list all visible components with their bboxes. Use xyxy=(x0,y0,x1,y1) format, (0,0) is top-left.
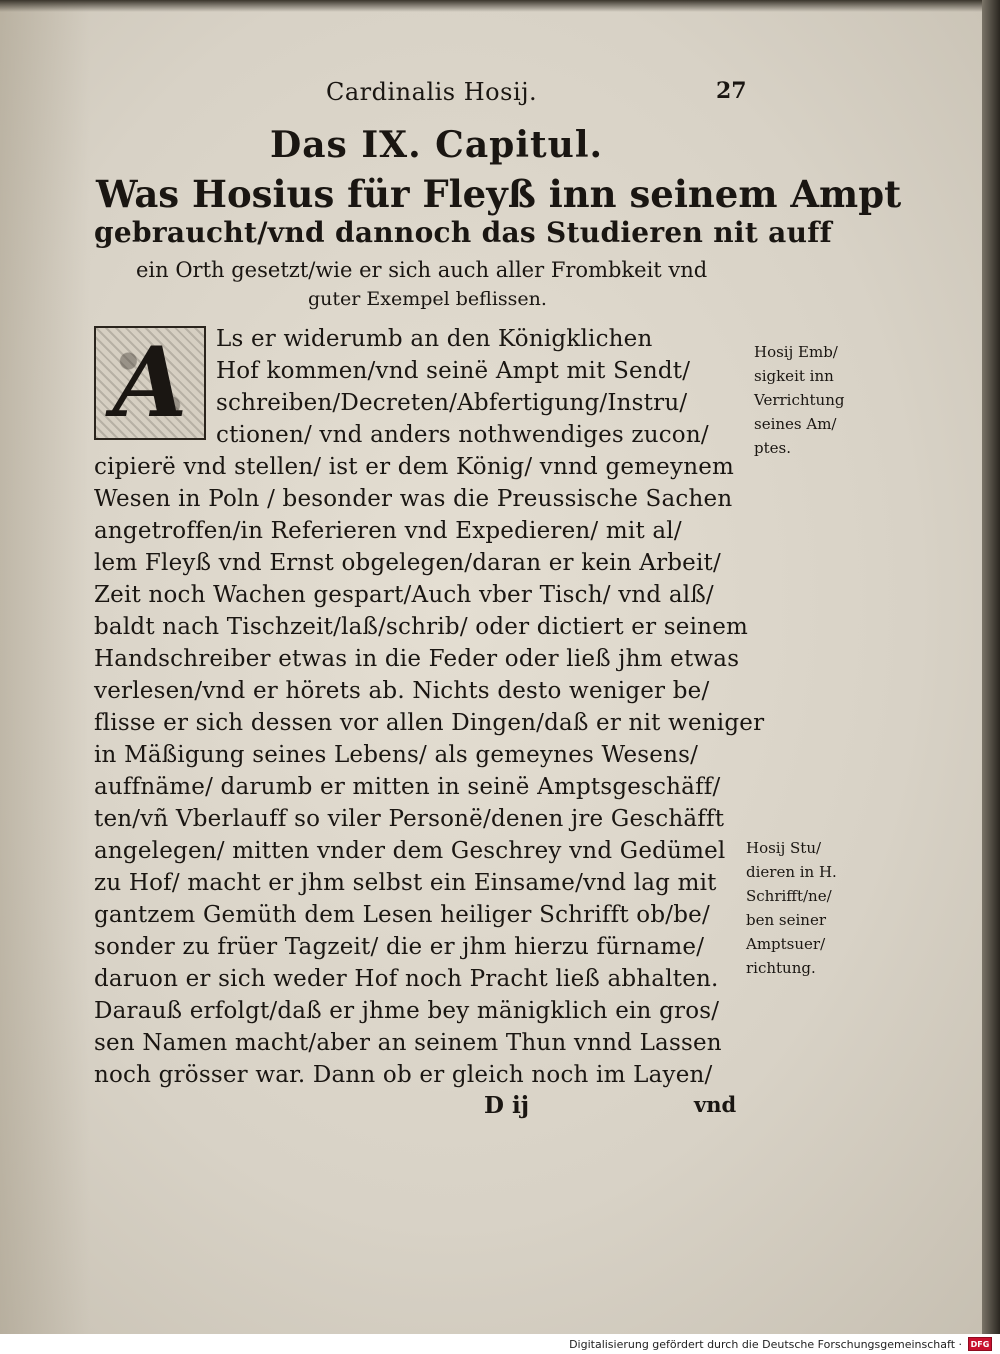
dfg-logo-icon: DFG xyxy=(968,1337,992,1351)
marginal-note-line: Hosij Stu/ xyxy=(746,839,822,857)
body-text-line: zu Hof/ macht er jhm selbst ein Einsame/vnd lag mit xyxy=(94,870,717,896)
scan-top-edge xyxy=(0,0,1000,12)
running-head: Cardinalis Hosij. xyxy=(326,78,538,106)
marginal-note xyxy=(754,340,844,460)
decorated-initial xyxy=(94,326,206,440)
body-text-line: verlesen/vnd er hörets ab. Nichts desto weniger be/ xyxy=(94,678,710,704)
body-text-line: lem Fleyß vnd Ernst obgelegen/daran er kein Arbeit/ xyxy=(94,550,721,576)
body-text-line: Wesen in Poln / besonder was die Preussische Sachen xyxy=(94,486,733,512)
signature-mark: D ij xyxy=(484,1092,530,1119)
body-text-line: sen Namen macht/aber an seinem Thun vnnd Lassen xyxy=(94,1030,722,1056)
chapter-title-line: Was Hosius für Fleyß inn seinem Ampt xyxy=(96,172,902,216)
chapter-title-line: guter Exempel beflissen. xyxy=(308,288,547,310)
body-text-line: cipierë vnd stellen/ ist er dem König/ vnnd gemeynem xyxy=(94,454,735,480)
body-text-line: Zeit noch Wachen gespart/Auch vber Tisch/ vnd alß/ xyxy=(94,582,714,608)
body-text-line: gantzem Gemüth dem Lesen heiliger Schrifft ob/be/ xyxy=(94,902,710,928)
body-text-line: daruon er sich weder Hof noch Pracht ließ abhalten. xyxy=(94,966,719,992)
marginal-note-line: Schrifft/ne/ xyxy=(746,887,832,905)
body-text-line: flisse er sich dessen vor allen Dingen/daß er nit weniger xyxy=(94,710,765,736)
scan-right-edge xyxy=(982,0,1000,1334)
body-text-line: Hof kommen/vnd seinë Ampt mit Sendt/ xyxy=(216,358,691,384)
initial-letter: A xyxy=(112,326,188,439)
body-text-line: Darauß erfolgt/daß er jhme bey mänigklich ein gros/ xyxy=(94,998,720,1024)
attribution-text: Digitalisierung gefördert durch die Deutsche Forschungsgemeinschaft · xyxy=(569,1337,962,1351)
chapter-title-line: ein Orth gesetzt/wie er sich auch aller Frombkeit vnd xyxy=(136,258,708,282)
body-text-line: baldt nach Tischzeit/laß/schrib/ oder dictiert er seinem xyxy=(94,614,749,640)
body-text-line: ten/vñ Vberlauff so viler Personë/denen jre Geschäfft xyxy=(94,806,725,832)
body-text-line: sonder zu früer Tagzeit/ die er jhm hierzu fürname/ xyxy=(94,934,705,960)
marginal-note-line: seines Am/ xyxy=(754,415,837,433)
body-text-line: angetroffen/in Referieren vnd Expedieren/ mit al/ xyxy=(94,518,682,544)
body-text-line: auffnäme/ darumb er mitten in seinë Amptsgeschäff/ xyxy=(94,774,721,800)
marginal-note-line: ben seiner xyxy=(746,911,826,929)
body-text-line: schreiben/Decreten/Abfertigung/Instru/ xyxy=(216,390,688,416)
page-number: 27 xyxy=(716,78,747,104)
marginal-note-line: ptes. xyxy=(754,439,791,457)
body-text-line: in Mäßigung seines Lebens/ als gemeynes Wesens/ xyxy=(94,742,699,768)
marginal-note-line: Verrichtung xyxy=(754,391,845,409)
body-text-line: angelegen/ mitten vnder dem Geschrey vnd Gedümel xyxy=(94,838,726,864)
catchword: vnd xyxy=(694,1092,737,1117)
body-text-line: ctionen/ vnd anders nothwendiges zucon/ xyxy=(216,422,709,448)
body-text-line: noch grösser war. Dann ob er gleich noch im Layen/ xyxy=(94,1062,713,1088)
body-text-line: Ls er widerumb an den Königklichen xyxy=(216,326,653,352)
marginal-note-line: richtung. xyxy=(746,959,816,977)
marginal-note-line: dieren in H. xyxy=(746,863,837,881)
marginal-note-line: Amptsuer/ xyxy=(746,935,826,953)
marginal-note-line: Hosij Emb/ xyxy=(754,343,838,361)
marginal-note-line: sigkeit inn xyxy=(754,367,834,385)
chapter-title-line: gebraucht/vnd dannoch das Studieren nit auff xyxy=(94,216,832,249)
attribution-bar xyxy=(0,1334,1000,1354)
body-text-line: Handschreiber etwas in die Feder oder ließ jhm etwas xyxy=(94,646,740,672)
marginal-note xyxy=(746,836,837,980)
chapter-heading: Das IX. Capitul. xyxy=(270,124,604,166)
